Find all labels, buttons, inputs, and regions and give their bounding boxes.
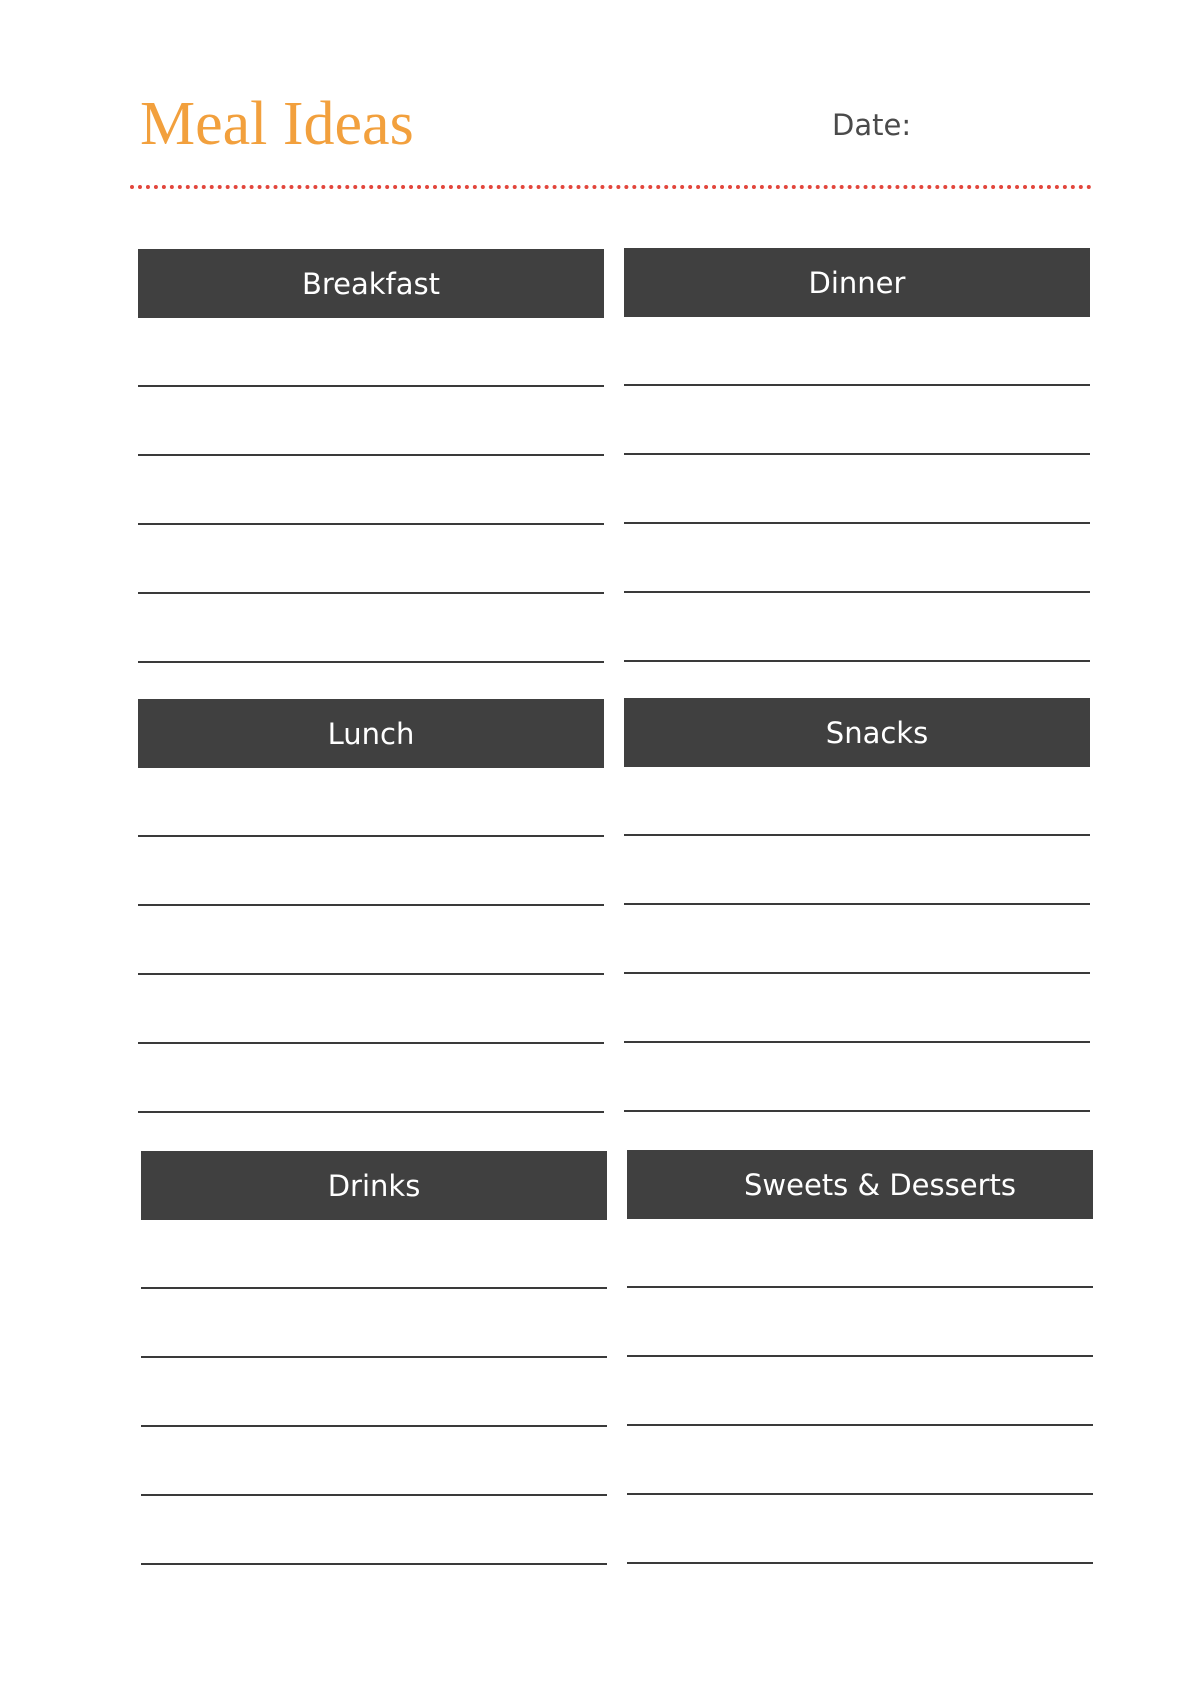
writing-lines-dinner: [624, 317, 1090, 662]
writing-line[interactable]: [627, 1357, 1093, 1426]
writing-line[interactable]: [138, 906, 604, 975]
writing-lines-breakfast: [138, 318, 604, 663]
writing-line[interactable]: [141, 1496, 607, 1565]
writing-line[interactable]: [624, 974, 1090, 1043]
writing-line[interactable]: [141, 1220, 607, 1289]
writing-lines-lunch: [138, 768, 604, 1113]
writing-line[interactable]: [624, 593, 1090, 662]
page-title: Meal Ideas: [140, 90, 414, 158]
writing-lines-sweets-desserts: [627, 1219, 1093, 1564]
section-header-snacks: Snacks: [624, 698, 1090, 767]
date-label: Date:: [832, 108, 912, 142]
writing-line[interactable]: [627, 1288, 1093, 1357]
writing-line[interactable]: [138, 768, 604, 837]
writing-line[interactable]: [138, 594, 604, 663]
writing-line[interactable]: [138, 318, 604, 387]
writing-line[interactable]: [624, 524, 1090, 593]
section-snacks: [624, 698, 1090, 1112]
section-header-drinks: Drinks: [141, 1151, 607, 1220]
section-sweets-desserts: [627, 1150, 1093, 1564]
section-header-sweets-desserts: Sweets & Desserts: [627, 1150, 1093, 1219]
writing-line[interactable]: [138, 975, 604, 1044]
writing-line[interactable]: [141, 1289, 607, 1358]
writing-line[interactable]: [138, 525, 604, 594]
dotted-divider: [130, 185, 1092, 189]
section-header-dinner: Dinner: [624, 248, 1090, 317]
writing-line[interactable]: [141, 1427, 607, 1496]
writing-line[interactable]: [138, 1044, 604, 1113]
section-breakfast: [138, 249, 604, 663]
section-drinks: [141, 1151, 607, 1565]
writing-line[interactable]: [627, 1495, 1093, 1564]
section-dinner: [624, 248, 1090, 662]
writing-line[interactable]: [624, 767, 1090, 836]
writing-line[interactable]: [624, 836, 1090, 905]
writing-line[interactable]: [624, 386, 1090, 455]
writing-line[interactable]: [624, 455, 1090, 524]
writing-line[interactable]: [627, 1219, 1093, 1288]
section-header-lunch: Lunch: [138, 699, 604, 768]
writing-line[interactable]: [138, 837, 604, 906]
writing-line[interactable]: [624, 1043, 1090, 1112]
writing-line[interactable]: [624, 905, 1090, 974]
writing-lines-snacks: [624, 767, 1090, 1112]
writing-line[interactable]: [138, 456, 604, 525]
writing-line[interactable]: [624, 317, 1090, 386]
section-header-breakfast: Breakfast: [138, 249, 604, 318]
writing-lines-drinks: [141, 1220, 607, 1565]
section-lunch: [138, 699, 604, 1113]
writing-line[interactable]: [141, 1358, 607, 1427]
writing-line[interactable]: [138, 387, 604, 456]
writing-line[interactable]: [627, 1426, 1093, 1495]
